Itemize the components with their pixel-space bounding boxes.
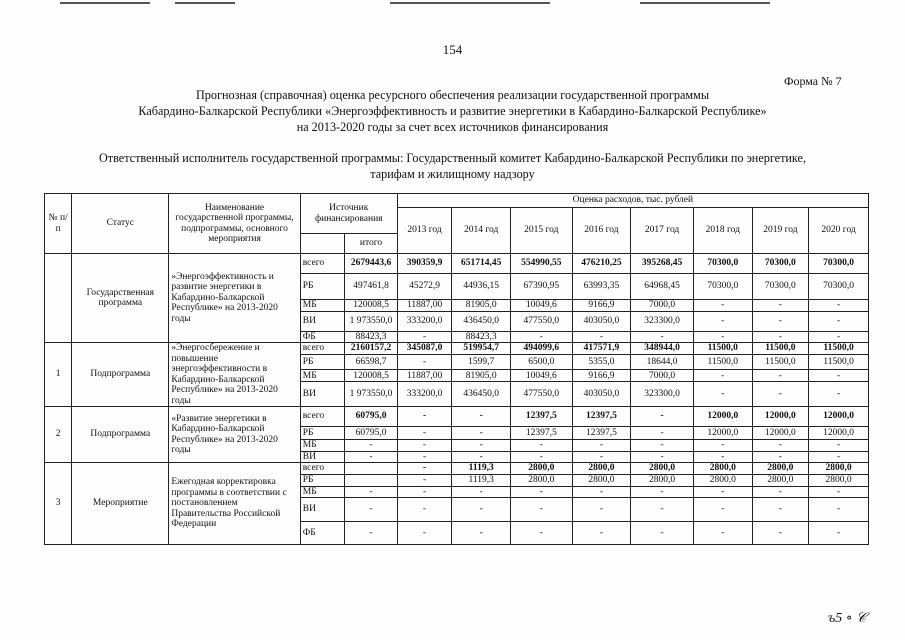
year-value: - (397, 354, 452, 369)
year-value: 63993,35 (572, 274, 631, 300)
year-value: 70300,0 (752, 254, 809, 274)
header-source: Источник финансирования (300, 194, 397, 234)
header-year: 2019 год (752, 208, 809, 254)
year-value: 345087,0 (397, 343, 452, 355)
year-value: 11500,0 (752, 343, 809, 355)
total-value: 2160157,2 (345, 343, 398, 355)
year-value: 1119,3 (452, 474, 511, 486)
total-value: - (345, 522, 398, 545)
funding-source: всего (300, 407, 344, 427)
year-value: 390359,9 (397, 254, 452, 274)
year-value: - (752, 370, 809, 382)
total-value: 120008,5 (345, 370, 398, 382)
year-value: 81905,0 (452, 300, 511, 312)
row-status: Подпрограмма (72, 407, 169, 463)
year-value: 70300,0 (809, 254, 869, 274)
handwritten-signature: ъ5 ∘ 𝒞 (828, 611, 867, 626)
year-value: 7000,0 (631, 370, 694, 382)
scan-artifact-line (60, 2, 150, 4)
funding-source: ФБ (300, 331, 344, 343)
year-value: - (397, 440, 452, 452)
year-value: - (631, 407, 694, 427)
year-value: 12397,5 (572, 427, 631, 440)
year-value: - (809, 440, 869, 452)
row-name: Ежегодная корректировка программы в соответствии с постановлением Правительства Российской Федерации (169, 463, 300, 545)
year-value: 11500,0 (809, 343, 869, 355)
year-value: 67390,95 (510, 274, 572, 300)
header-year: 2014 год (452, 208, 511, 254)
year-value: - (572, 440, 631, 452)
table-row (45, 254, 869, 274)
row-name: »Энергоэффективность и развитие энергетики в Кабардино-Балкарской Республике» на 2013-2020 годы (169, 254, 300, 343)
year-value: - (752, 440, 809, 452)
total-value: - (345, 486, 398, 498)
year-value: 651714,45 (452, 254, 511, 274)
year-value: - (397, 474, 452, 486)
total-value (345, 463, 398, 475)
year-value: - (572, 486, 631, 498)
year-value: 2800,0 (693, 463, 752, 475)
year-value: 70300,0 (809, 274, 869, 300)
funding-source: РБ (300, 474, 344, 486)
year-value: 64968,45 (631, 274, 694, 300)
funding-source: всего (300, 343, 344, 355)
year-value: - (452, 522, 511, 545)
year-value: - (809, 382, 869, 407)
year-value: 11887,00 (397, 300, 452, 312)
year-value: - (693, 300, 752, 312)
year-value: 2800,0 (510, 463, 572, 475)
year-value: 436450,0 (452, 311, 511, 331)
header-name: Наименование государственной программы, подпрограммы, основного мероприятия (169, 194, 300, 254)
year-value: 88423,3 (452, 331, 511, 343)
header-year: 2016 год (572, 208, 631, 254)
header-year: 2020 год (809, 208, 869, 254)
year-value: 476210,25 (572, 254, 631, 274)
year-value: - (752, 451, 809, 463)
title-line: Кабардино-Балкарской Республики «Энергоэффективность и развитие энергетики в Кабардино-Балкарской Республике» (138, 104, 767, 118)
year-value: 12397,5 (510, 427, 572, 440)
year-value: - (572, 522, 631, 545)
year-value: 519954,7 (452, 343, 511, 355)
total-value: 2679443,6 (345, 254, 398, 274)
year-value: - (809, 451, 869, 463)
table-row (45, 463, 869, 475)
year-value: 348944,0 (631, 343, 694, 355)
year-value: 333200,0 (397, 382, 452, 407)
funding-source: РБ (300, 354, 344, 369)
total-value: 497461,8 (345, 274, 398, 300)
year-value: 436450,0 (452, 382, 511, 407)
year-value: - (452, 498, 511, 522)
row-number (45, 254, 72, 343)
header-num: № п/п (45, 194, 72, 254)
year-value: 2800,0 (809, 474, 869, 486)
funding-source: ФБ (300, 522, 344, 545)
year-value: 395268,45 (631, 254, 694, 274)
year-value: 70300,0 (752, 274, 809, 300)
table-row (45, 407, 869, 427)
year-value: - (631, 427, 694, 440)
year-value: - (510, 522, 572, 545)
header-year: 2015 год (510, 208, 572, 254)
year-value: 2800,0 (510, 474, 572, 486)
year-value: 45272,9 (397, 274, 452, 300)
row-status: Мероприятие (72, 463, 169, 545)
total-value: 66598,7 (345, 354, 398, 369)
year-value: - (452, 407, 511, 427)
year-value: - (752, 498, 809, 522)
year-value: - (693, 370, 752, 382)
year-value: 6500,0 (510, 354, 572, 369)
year-value: - (693, 440, 752, 452)
year-value: - (693, 382, 752, 407)
year-value: - (452, 440, 511, 452)
year-value: 2800,0 (752, 474, 809, 486)
row-status: Государственная программа (72, 254, 169, 343)
year-value: 12000,0 (809, 407, 869, 427)
year-value: - (809, 486, 869, 498)
resource-table (44, 193, 869, 545)
year-value: 12000,0 (693, 427, 752, 440)
total-value: - (345, 451, 398, 463)
year-value: 2800,0 (631, 463, 694, 475)
page-number: 154 (442, 42, 463, 57)
year-value: - (752, 382, 809, 407)
year-value: - (510, 331, 572, 343)
funding-source: РБ (300, 274, 344, 300)
year-value: 10049,6 (510, 300, 572, 312)
year-value: - (397, 451, 452, 463)
year-value: - (397, 407, 452, 427)
total-value: - (345, 498, 398, 522)
year-value: 9166,9 (572, 300, 631, 312)
year-value: - (631, 498, 694, 522)
funding-source: ВИ (300, 451, 344, 463)
total-value: 88423,3 (345, 331, 398, 343)
responsible-line: Ответственный исполнитель государственной программы: Государственный комитет Кабардино-Балкарской Республики по энергетике, (98, 151, 806, 165)
responsible-executor (0, 150, 905, 182)
scan-artifact-line (390, 2, 550, 4)
year-value: 44936,15 (452, 274, 511, 300)
scan-artifact-line (640, 2, 770, 4)
total-value: - (345, 440, 398, 452)
year-value: 2800,0 (809, 463, 869, 475)
total-value: 1 973550,0 (345, 382, 398, 407)
year-value: 417571,9 (572, 343, 631, 355)
year-value: - (693, 486, 752, 498)
year-value: - (631, 451, 694, 463)
year-value: - (572, 451, 631, 463)
responsible-line: тарифам и жилищному надзору (370, 167, 535, 181)
year-value: - (693, 498, 752, 522)
year-value: - (397, 486, 452, 498)
year-value: 12397,5 (510, 407, 572, 427)
year-value: 81905,0 (452, 370, 511, 382)
year-value: - (452, 451, 511, 463)
year-value: - (397, 427, 452, 440)
year-value: 18644,0 (631, 354, 694, 369)
funding-source: МБ (300, 486, 344, 498)
year-value: - (510, 451, 572, 463)
funding-source: всего (300, 463, 344, 475)
row-status: Подпрограмма (72, 343, 169, 407)
year-value: 12000,0 (752, 407, 809, 427)
year-value: 1599,7 (452, 354, 511, 369)
funding-source: ВИ (300, 498, 344, 522)
year-value: 2800,0 (572, 474, 631, 486)
year-value: - (510, 498, 572, 522)
year-value: 323300,0 (631, 382, 694, 407)
year-value: 7000,0 (631, 300, 694, 312)
year-value: - (693, 311, 752, 331)
year-value: 70300,0 (693, 274, 752, 300)
funding-source: всего (300, 254, 344, 274)
year-value: - (452, 427, 511, 440)
funding-source: ВИ (300, 311, 344, 331)
year-value: 11500,0 (752, 354, 809, 369)
year-value: 11500,0 (809, 354, 869, 369)
funding-source: МБ (300, 370, 344, 382)
row-name: »Энергосбережение и повышение энергоэффективности в Кабардино-Балкарской Республике» на 2013-2020 годы (169, 343, 300, 407)
year-value: 11887,00 (397, 370, 452, 382)
year-value: - (693, 451, 752, 463)
year-value: - (510, 486, 572, 498)
title-line: на 2013-2020 годы за счет всех источников финансирования (296, 120, 609, 134)
year-value: - (631, 522, 694, 545)
year-value: - (510, 440, 572, 452)
year-value: 5355,0 (572, 354, 631, 369)
row-number: 3 (45, 463, 72, 545)
year-value: - (752, 300, 809, 312)
year-value: 12000,0 (693, 407, 752, 427)
year-value: 11500,0 (693, 343, 752, 355)
form-label: Форма № 7 (784, 74, 842, 88)
year-value: 70300,0 (693, 254, 752, 274)
year-value: 2800,0 (752, 463, 809, 475)
title-line: Прогнозная (справочная) оценка ресурсного обеспечения реализации государственной программы (195, 88, 710, 102)
year-value: - (752, 522, 809, 545)
header-year: 2013 год (397, 208, 452, 254)
year-value: - (631, 331, 694, 343)
year-value: 2800,0 (572, 463, 631, 475)
year-value: - (397, 331, 452, 343)
year-value: 323300,0 (631, 311, 694, 331)
header-year: 2017 год (631, 208, 694, 254)
total-value: 120008,5 (345, 300, 398, 312)
scan-artifact-line (175, 2, 235, 4)
year-value: - (397, 522, 452, 545)
header-total: итого (345, 234, 398, 254)
total-value: 60795,0 (345, 427, 398, 440)
total-value: 1 973550,0 (345, 311, 398, 331)
funding-source: РБ (300, 427, 344, 440)
year-value: - (693, 331, 752, 343)
header-year: 2018 год (693, 208, 752, 254)
funding-source: МБ (300, 440, 344, 452)
year-value: - (693, 522, 752, 545)
header-source-blank (300, 234, 344, 254)
year-value: - (809, 311, 869, 331)
funding-source: МБ (300, 300, 344, 312)
total-value: 60795,0 (345, 407, 398, 427)
year-value: 333200,0 (397, 311, 452, 331)
row-number: 1 (45, 343, 72, 407)
year-value: 12397,5 (572, 407, 631, 427)
total-value (345, 474, 398, 486)
table-row (45, 343, 869, 355)
year-value: - (397, 498, 452, 522)
year-value: - (397, 463, 452, 475)
year-value: - (809, 370, 869, 382)
year-value: 9166,9 (572, 370, 631, 382)
funding-source: ВИ (300, 382, 344, 407)
year-value: - (752, 331, 809, 343)
year-value: - (452, 486, 511, 498)
year-value: - (809, 331, 869, 343)
year-value: 2800,0 (693, 474, 752, 486)
year-value: 477550,0 (510, 382, 572, 407)
document-title (0, 87, 905, 135)
year-value: 12000,0 (809, 427, 869, 440)
year-value: 494099,6 (510, 343, 572, 355)
year-value: - (752, 311, 809, 331)
year-value: 12000,0 (752, 427, 809, 440)
year-value: - (631, 440, 694, 452)
year-value: 1119,3 (452, 463, 511, 475)
year-value: 554990,55 (510, 254, 572, 274)
row-name: «Развитие энергетики в Кабардино-Балкарской Республике» на 2013-2020 годы (169, 407, 300, 463)
year-value: - (752, 486, 809, 498)
row-number: 2 (45, 407, 72, 463)
year-value: 403050,0 (572, 382, 631, 407)
year-value: - (572, 498, 631, 522)
year-value: - (809, 498, 869, 522)
year-value: - (572, 331, 631, 343)
header-expenses: Оценка расходов, тыс. рублей (397, 194, 868, 208)
year-value: 2800,0 (631, 474, 694, 486)
year-value: 11500,0 (693, 354, 752, 369)
year-value: - (809, 300, 869, 312)
header-status: Статус (72, 194, 169, 254)
year-value: - (809, 522, 869, 545)
year-value: 403050,0 (572, 311, 631, 331)
year-value: 477550,0 (510, 311, 572, 331)
year-value: 10049,6 (510, 370, 572, 382)
year-value: - (631, 486, 694, 498)
